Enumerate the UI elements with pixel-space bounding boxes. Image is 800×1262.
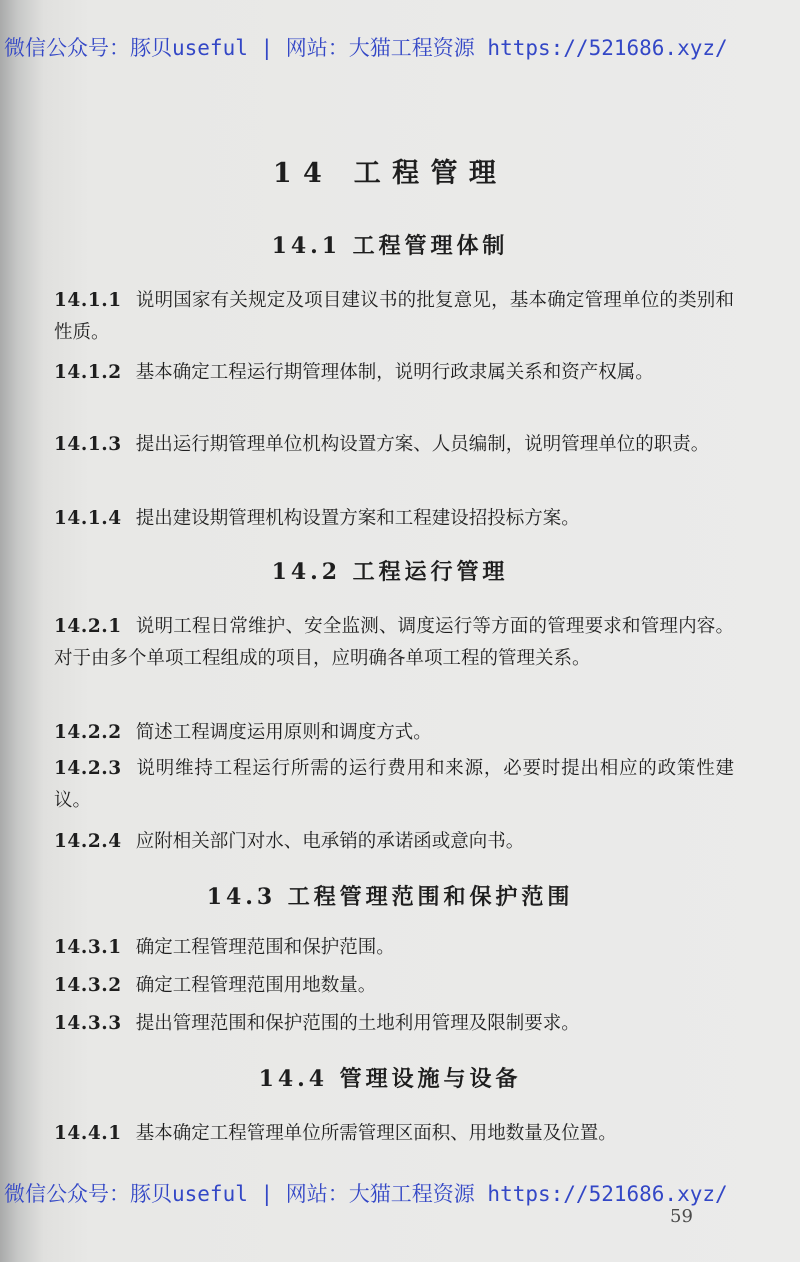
clause-number: 14.3.3 xyxy=(54,1013,122,1034)
section-title: 14.2 工程运行管理 xyxy=(271,559,509,585)
page-number: 59 xyxy=(670,1206,693,1227)
chapter-title: 14 工程管理 xyxy=(272,158,508,189)
clause-number: 14.1.3 xyxy=(54,434,122,455)
clause xyxy=(54,717,734,749)
clause xyxy=(54,503,734,535)
clause xyxy=(54,285,734,349)
clause-text: 简述工程调度运用原则和调度方式。 xyxy=(135,722,432,743)
clause-text: 确定工程管理范围和保护范围。 xyxy=(135,937,395,958)
clause xyxy=(54,753,734,817)
clause-number: 14.1.2 xyxy=(54,362,122,383)
clause-number: 14.4.1 xyxy=(54,1123,122,1144)
clause xyxy=(54,1118,734,1150)
clause-number: 14.2.4 xyxy=(54,831,122,852)
clause-text: 提出运行期管理单位机构设置方案、人员编制，说明管理单位的职责。 xyxy=(135,434,710,455)
clause xyxy=(54,932,734,964)
clause-text: 基本确定工程运行期管理体制，说明行政隶属关系和资产权属。 xyxy=(135,362,654,383)
section-title: 14.1 工程管理体制 xyxy=(271,233,509,259)
clause-number: 14.2.1 xyxy=(54,616,122,637)
clause-text: 提出管理范围和保护范围的土地利用管理及限制要求。 xyxy=(135,1013,580,1034)
clause xyxy=(54,970,734,1002)
clause-text: 确定工程管理范围用地数量。 xyxy=(135,975,377,996)
watermark-bottom: 微信公众号：豚贝useful | 网站：大猫工程资源 https://521686.xyz/ xyxy=(4,1182,728,1206)
clause-number: 14.1.4 xyxy=(54,508,122,529)
clause-number: 14.1.1 xyxy=(54,290,122,311)
section-title: 14.3 工程管理范围和保护范围 xyxy=(206,884,574,910)
clause-number: 14.2.2 xyxy=(54,722,122,743)
clause-text: 说明国家有关规定及项目建议书的批复意见，基本确定管理单位的类别和性质。 xyxy=(54,290,734,343)
clause xyxy=(54,1008,734,1040)
watermark-top: 微信公众号：豚贝useful | 网站：大猫工程资源 https://521686.xyz/ xyxy=(4,36,728,60)
section-title: 14.4 管理设施与设备 xyxy=(258,1066,522,1092)
clause-text: 说明维持工程运行所需的运行费用和来源，必要时提出相应的政策性建议。 xyxy=(54,758,734,811)
clause xyxy=(54,357,734,389)
clause-text: 应附相关部门对水、电承销的承诺函或意向书。 xyxy=(135,831,525,852)
clause-text: 说明工程日常维护、安全监测、调度运行等方面的管理要求和管理内容。对于由多个单项工程组成的项目，应明确各单项工程的管理关系。 xyxy=(54,616,734,669)
clause-number: 14.2.3 xyxy=(54,758,122,779)
clause xyxy=(54,611,734,675)
clause xyxy=(54,429,734,461)
clause-text: 提出建设期管理机构设置方案和工程建设招投标方案。 xyxy=(135,508,580,529)
clause-text: 基本确定工程管理单位所需管理区面积、用地数量及位置。 xyxy=(135,1123,617,1144)
clause xyxy=(54,826,734,858)
clause-number: 14.3.1 xyxy=(54,937,122,958)
clause-number: 14.3.2 xyxy=(54,975,122,996)
